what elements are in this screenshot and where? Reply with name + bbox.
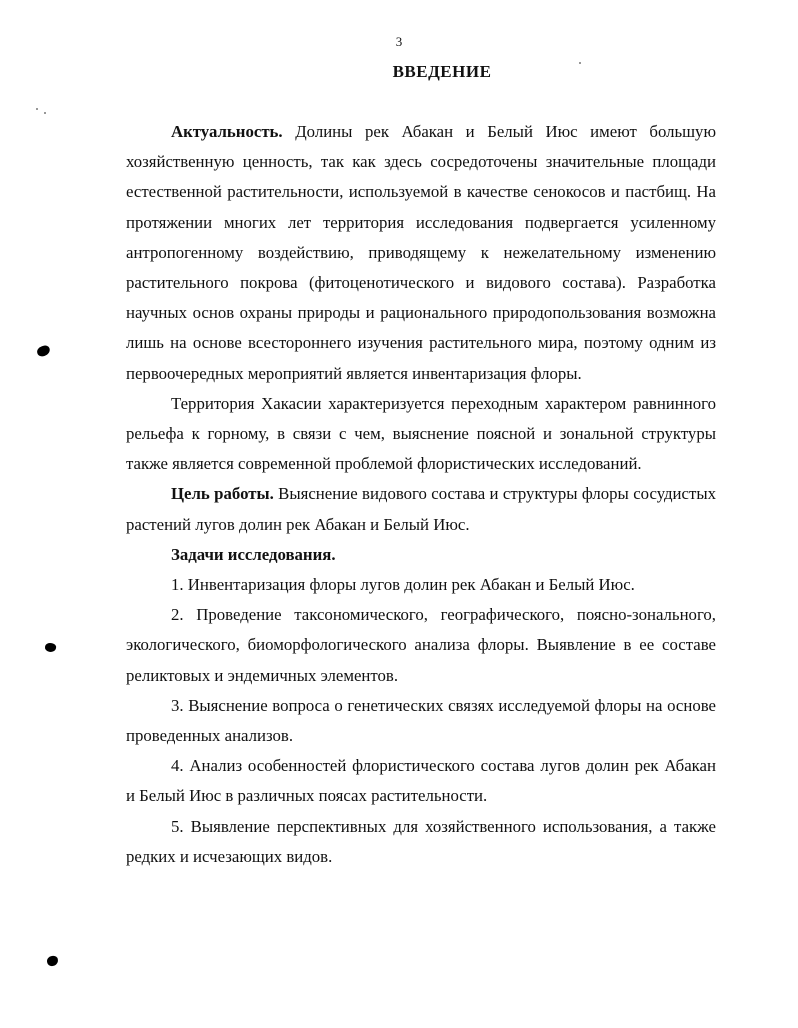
paragraph-territory: Территория Хакасии характеризуется переходным характером равнинного рельефа к горному, в связи с чем, выяснение поясной и зональной структуры также является современной проблемой флористических исследований. <box>126 393 716 474</box>
relevance-lead: Актуальность. <box>171 122 283 141</box>
section-heading: ВВЕДЕНИЕ <box>392 62 492 81</box>
scan-blot-mark <box>46 955 58 966</box>
task-item-1: 1. Инвентаризация флоры лугов долин рек Абакан и Белый Июс. <box>171 575 635 595</box>
paragraph-relevance <box>126 117 716 389</box>
goal-text: Выяснение видового состава и структуры флоры сосудистых растений лугов долин рек Абакан и Белый Июс. <box>126 484 716 534</box>
document-body <box>126 117 716 872</box>
task-item-3: 3. Выяснение вопроса о генетических связях исследуемой флоры на основе проведенных анализов. <box>126 695 716 746</box>
page-number: 3 <box>395 34 403 49</box>
scan-speck <box>36 108 38 110</box>
scan-blot-mark <box>44 642 57 653</box>
relevance-text: Долины рек Абакан и Белый Июс имеют большую хозяйственную ценность, так как здесь сосредоточены значительные площади естественной растительности, используемой в качестве сенокосов и пастбищ. На протяжении многих лет территория исследования подвергается усиленному антропогенному воздействию, приводящему к нежелательному изменению растительного покрова (фитоценотического и видового состава). Разработка научных основ охраны природы и рационального природопользования возможна лишь на основе всестороннего изучения растительного мира, поэтому одним из первоочередных мероприятий является инвентаризация флоры. <box>126 122 716 383</box>
scan-blot-mark <box>36 344 51 358</box>
task-item-5: 5. Выявление перспективных для хозяйственного использования, а также редких и исчезающих видов. <box>126 816 716 866</box>
tasks-heading: Задачи исследования. <box>171 544 336 564</box>
task-item-2: 2. Проведение таксономического, географического, поясно-зонального, экологического, биоморфологического анализа флоры. Выявление в ее составе реликтовых и эндемичных элементов. <box>126 605 716 685</box>
goal-lead: Цель работы. <box>171 484 274 504</box>
paragraph-goal <box>126 479 716 539</box>
scan-speck <box>579 62 581 64</box>
task-item-4: 4. Анализ особенностей флористического состава лугов долин рек Абакан и Белый Июс в различных поясах растительности. <box>126 756 716 806</box>
scan-speck <box>44 112 46 114</box>
